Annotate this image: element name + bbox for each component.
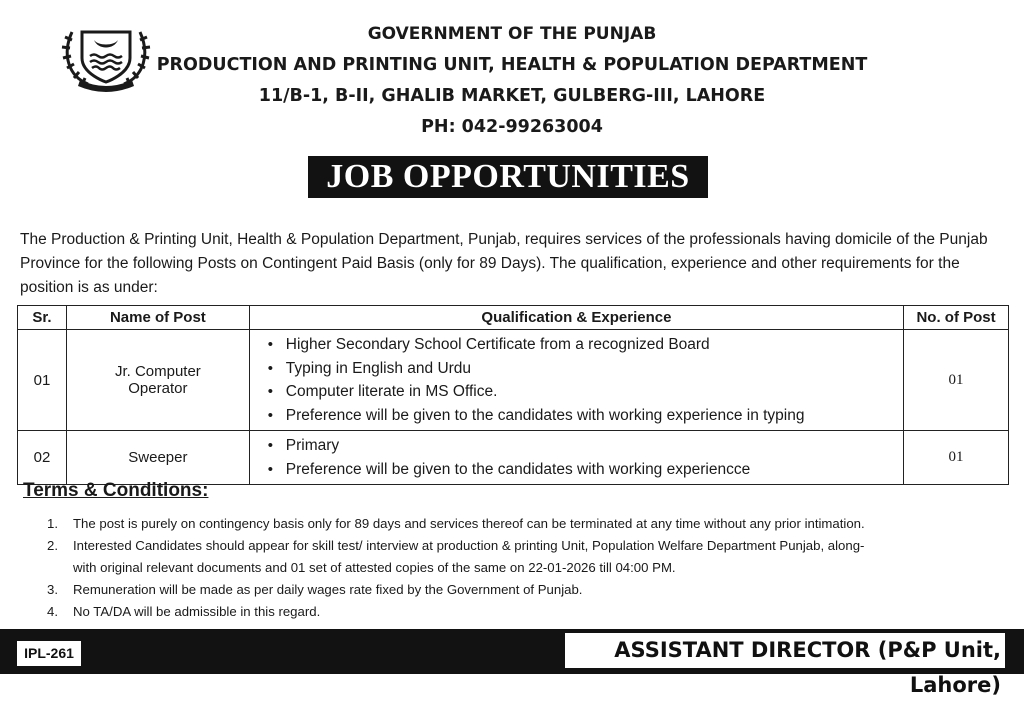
no-of-post-cell: 01: [904, 431, 1009, 485]
header-post-name: Name of Post: [66, 306, 249, 330]
qualification-item: • Typing in English and Urdu: [286, 357, 903, 381]
table-row: [18, 431, 1009, 485]
post-name-line: Operator: [128, 380, 188, 397]
terms-item-number: 4.: [47, 604, 58, 619]
terms-item: [47, 579, 997, 601]
qualification-cell: [249, 330, 903, 431]
terms-item-number: 1.: [47, 516, 58, 531]
terms-item-number: 3.: [47, 582, 58, 597]
qualification-item: • Preference will be given to the candidates with working experiencce: [286, 458, 903, 482]
intro-paragraph: The Production & Printing Unit, Health & Population Department, Punjab, requires services of the professionals having domicile of the Punjab Province for the following Posts on Contingent Paid Basis (only for 89 Days). The qualification, experience and other requirements for the position is as under:: [20, 231, 988, 296]
table-row: [18, 330, 1009, 431]
sr-cell: 02: [18, 431, 67, 485]
table-header-row: [18, 306, 1009, 330]
qualification-item: • Higher Secondary School Certificate from a recognized Board: [286, 333, 903, 357]
terms-item: [47, 513, 997, 535]
terms-item: [47, 601, 997, 623]
terms-item-text: Interested Candidates should appear for skill test/ interview at production & printing Unit, Population Welfare Department Punjab, along-: [73, 538, 865, 553]
phone-number: PH: 042-99263004: [421, 117, 603, 137]
posts-table: [17, 305, 1009, 485]
header-no-of-post: No. of Post: [904, 306, 1009, 330]
post-name-cell: [66, 431, 249, 485]
terms-item-number: 2.: [47, 538, 58, 553]
terms-item: [47, 535, 997, 579]
terms-item-text: No TA/DA will be admissible in this regard.: [73, 604, 321, 619]
no-of-post-cell: 01: [904, 330, 1009, 431]
signatory-title: ASSISTANT DIRECTOR (P&P Unit, Lahore): [565, 633, 1005, 668]
page-title: JOB OPPORTUNITIES: [308, 156, 708, 198]
post-name-line: Jr. Computer: [114, 363, 201, 380]
department-name: PRODUCTION AND PRINTING UNIT, HEALTH & POPULATION DEPARTMENT: [156, 55, 868, 75]
header-sr: Sr.: [18, 306, 67, 330]
post-name-cell: [66, 330, 249, 431]
sr-cell: 01: [18, 330, 67, 431]
qualification-item: • Computer literate in MS Office.: [286, 380, 903, 404]
qualification-item: • Preference will be given to the candidates with working experience in typing: [286, 404, 903, 428]
terms-item-text: Remuneration will be made as per daily wages rate fixed by the Government of Punjab.: [73, 582, 583, 597]
header-qualification: Qualification & Experience: [249, 306, 903, 330]
qualification-list: [250, 330, 903, 430]
ad-header: [0, 0, 1024, 150]
qualification-cell: [249, 431, 903, 485]
post-name-line: Sweeper: [128, 449, 188, 466]
address: 11/B-1, B-II, GHALIB MARKET, GULBERG-III, LAHORE: [258, 86, 766, 106]
terms-item-text: The post is purely on contingency basis only for 89 days and services thereof can be terminated at any time without any prior intimation.: [73, 516, 865, 531]
advertisement-code: IPL-261: [17, 641, 81, 666]
qualification-item: • Primary: [286, 434, 903, 458]
terms-list: [47, 513, 997, 623]
qualification-list: [250, 431, 903, 484]
terms-heading: Terms & Conditions:: [23, 480, 209, 501]
terms-item-text-continued: with original relevant documents and 01 set of attested copies of the same on 22-01-2026 till 04:00 PM.: [73, 560, 676, 575]
government-name: GOVERNMENT OF THE PUNJAB: [367, 24, 657, 44]
